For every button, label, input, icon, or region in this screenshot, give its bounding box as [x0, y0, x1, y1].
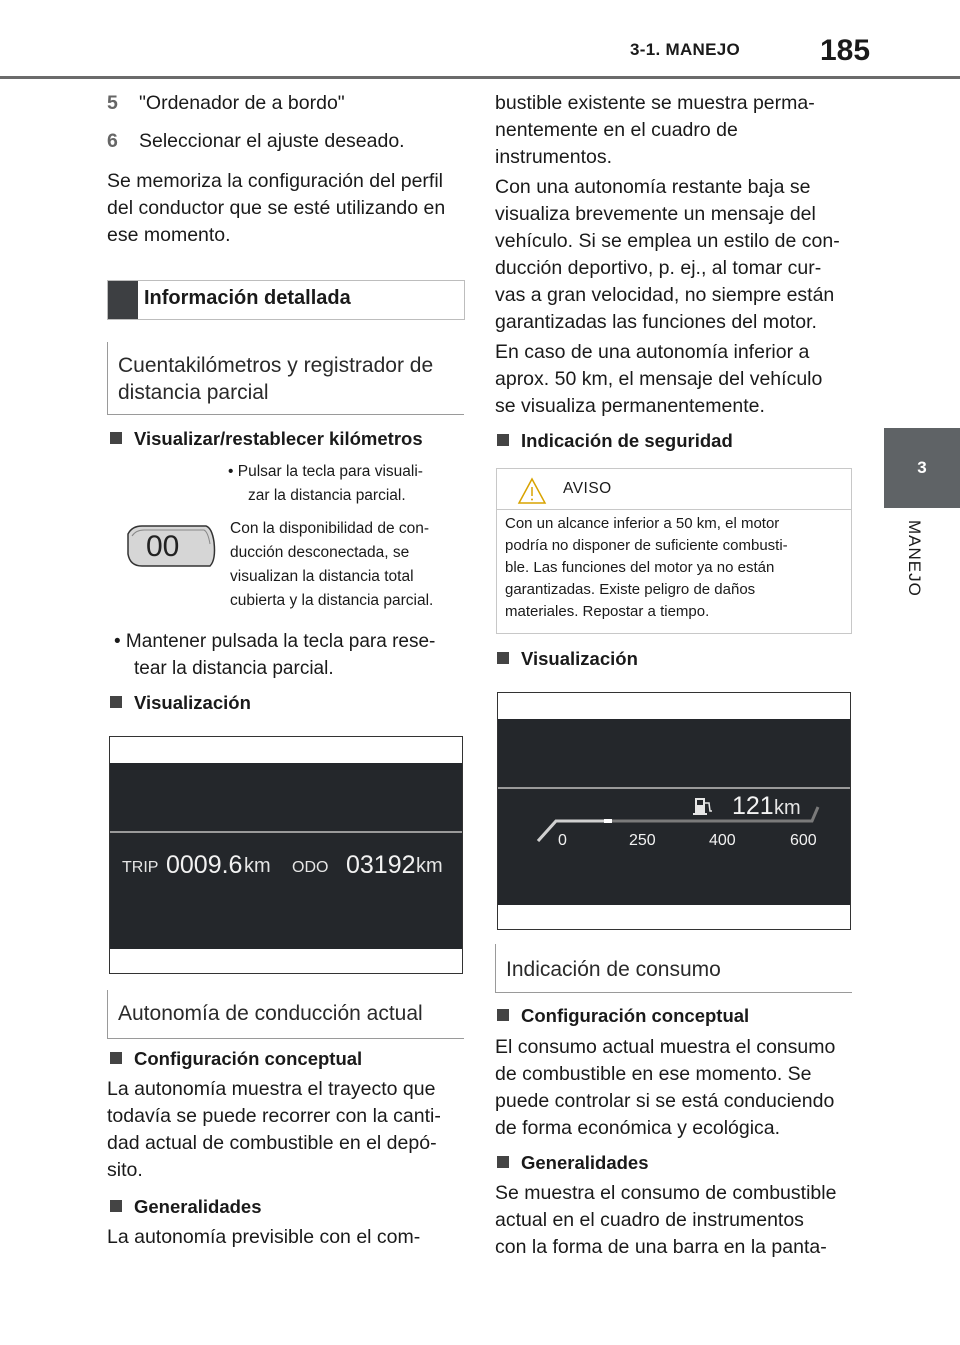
text-line: Se muestra el consumo de combustible: [495, 1182, 837, 1204]
odo-value: 03192: [346, 851, 416, 879]
warning-title: AVISO: [563, 480, 612, 497]
bullet-text: Configuración conceptual: [134, 1048, 363, 1069]
text-line: Con una autonomía restante baja se: [495, 176, 811, 198]
subheading-line: Cuentakilómetros y registrador de: [118, 354, 434, 377]
subheading-text: Indicación de consumo: [506, 958, 721, 981]
range-value: 121: [732, 792, 774, 820]
button-label: 00: [146, 530, 180, 563]
trip-value: 0009.6: [166, 851, 243, 879]
text-line: visualizan la distancia total: [230, 568, 414, 585]
subheading-consumption: [495, 944, 852, 993]
bullet-visualizar: [110, 428, 423, 450]
trip-odo-display: [109, 736, 463, 974]
bullet-text: Generalidades: [521, 1152, 649, 1173]
subheading-line: distancia parcial: [118, 381, 269, 404]
step-number: 6: [107, 130, 118, 152]
paragraph-profile: [107, 168, 467, 249]
text-line: todavía se puede recorrer con la canti-: [107, 1105, 441, 1127]
display-band-top: [498, 719, 850, 787]
subheading-odometer: [107, 342, 464, 415]
bullet-general-left: [110, 1196, 262, 1218]
text-line: de forma económica y ecológica.: [495, 1117, 781, 1139]
text-line: visualiza brevemente un mensaje del: [495, 203, 816, 225]
bullet-text: Indicación de seguridad: [521, 430, 733, 451]
subheading-autonomy: [107, 990, 464, 1039]
text-line: zar la distancia parcial.: [248, 487, 406, 504]
text-line: La autonomía muestra el trayecto que: [107, 1078, 436, 1100]
scale-tick-400: 400: [709, 832, 736, 849]
text-line: Se memoriza la configuración del perfil: [107, 170, 443, 192]
step-text: Seleccionar el ajuste deseado.: [139, 130, 405, 152]
range-display: [497, 692, 851, 930]
fuel-range-bar: [534, 801, 824, 845]
square-bullet-icon: [497, 652, 509, 664]
press-note: [228, 460, 468, 508]
scale-tick-250: 250: [629, 832, 656, 849]
text-line: con la forma de una barra en la panta-: [495, 1236, 827, 1258]
text-line: ducción desconectada, se: [230, 544, 410, 561]
bullet-text: Configuración conceptual: [521, 1005, 750, 1026]
bullet-text: Visualización: [134, 692, 251, 713]
step-number: 5: [107, 92, 118, 114]
bullet-seguridad: [497, 430, 733, 452]
subheading-text: Autonomía de conducción actual: [118, 1002, 423, 1025]
text-line: Con la disponibilidad de con-: [230, 520, 430, 537]
square-bullet-icon: [110, 1052, 122, 1064]
range-unit: km: [774, 797, 801, 819]
text-line: dad actual de combustible en el depó-: [107, 1132, 437, 1154]
text-line: • Mantener pulsada la tecla para rese-: [114, 631, 436, 652]
text-line: actual en el cuadro de instrumentos: [495, 1209, 804, 1231]
warning-header: [497, 469, 851, 510]
text-line: se visualiza permanentemente.: [495, 395, 765, 417]
step-6: [107, 128, 467, 155]
reset-button-illustration: [122, 520, 218, 572]
header-rule: [0, 76, 960, 79]
bullet-general-right: [497, 1152, 649, 1174]
text-line: sito.: [107, 1159, 143, 1181]
warning-body: [505, 513, 843, 623]
section-heading: [107, 280, 465, 320]
odo-unit: km: [416, 855, 443, 877]
text-line: aprox. 50 km, el mensaje del vehículo: [495, 368, 823, 390]
running-header-section: 3-1. MANEJO: [630, 40, 741, 59]
trip-unit: km: [244, 855, 271, 877]
paragraph-config-left: [107, 1076, 467, 1184]
text-line: ble. Las funciones del motor ya no están: [505, 559, 775, 576]
section-title: Información detallada: [144, 287, 351, 309]
step-5: [107, 90, 467, 117]
text-line: ducción deportivo, p. ej., al tomar cur-: [495, 257, 822, 279]
scale-tick-0: 0: [558, 832, 567, 849]
chapter-tab[interactable]: 3: [884, 428, 960, 508]
paragraph-low-range: [495, 174, 855, 336]
text-line: El consumo actual muestra el consumo: [495, 1036, 836, 1058]
text-line: ese momento.: [107, 224, 231, 246]
bullet-text: Visualización: [521, 648, 638, 669]
text-line: del conductor que se esté utilizando en: [107, 197, 446, 219]
paragraph-config-right: [495, 1034, 855, 1142]
bullet-visualizacion: [110, 692, 251, 714]
chapter-label: MANEJO: [905, 520, 924, 597]
text-line: La autonomía previsible con el com-: [107, 1226, 421, 1248]
square-bullet-icon: [110, 432, 122, 444]
text-line: instrumentos.: [495, 146, 613, 168]
text-line: nentemente en el cuadro de: [495, 119, 738, 141]
text-line: cubierta y la distancia parcial.: [230, 592, 434, 609]
bullet-config-right: [497, 1005, 749, 1027]
text-line: vehículo. Si se emplea un estilo de con-: [495, 230, 840, 252]
display-band-top: [110, 763, 462, 831]
square-bullet-icon: [497, 1009, 509, 1021]
bullet-config-left: [110, 1048, 362, 1070]
text-line: de combustible en ese momento. Se: [495, 1063, 812, 1085]
bullet-text: Generalidades: [134, 1196, 262, 1217]
text-line: vas a gran velocidad, no siempre están: [495, 284, 835, 306]
text-line: Con un alcance inferior a 50 km, el motor: [505, 515, 780, 532]
text-line: garantizadas. Existe peligro de daños: [505, 581, 756, 598]
page-number: 185: [820, 34, 871, 67]
text-line: En caso de una autonomía inferior a: [495, 341, 810, 363]
warning-box: [496, 468, 852, 634]
text-line: garantizadas las funciones del motor.: [495, 311, 817, 333]
paragraph-general-left: [107, 1224, 467, 1251]
scale-tick-600: 600: [790, 832, 817, 849]
hold-note: [114, 628, 474, 682]
trip-label: TRIP: [122, 859, 159, 876]
bullet-text: Visualizar/restablecer kilómetros: [134, 428, 423, 449]
section-bar: [108, 281, 138, 319]
text-line: puede controlar si se está conduciendo: [495, 1090, 835, 1112]
text-line: materiales. Repostar a tiempo.: [505, 603, 710, 620]
warning-triangle-icon: [517, 477, 547, 505]
step-text: "Ordenador de a bordo": [139, 92, 345, 114]
text-line: podría no disponer de suficiente combusti-: [505, 537, 788, 554]
square-bullet-icon: [497, 434, 509, 446]
bullet-visualizacion-right: [497, 648, 638, 670]
text-line: bustible existente se muestra perma-: [495, 92, 815, 114]
paragraph-fuel-permanent: [495, 90, 855, 171]
text-line: • Pulsar la tecla para visuali-: [228, 463, 423, 480]
ignition-note: [230, 517, 470, 613]
paragraph-general-right: [495, 1180, 855, 1261]
square-bullet-icon: [110, 1200, 122, 1212]
odo-label: ODO: [292, 859, 329, 876]
text-line: tear la distancia parcial.: [134, 658, 334, 679]
square-bullet-icon: [497, 1156, 509, 1168]
paragraph-50km: [495, 339, 855, 420]
square-bullet-icon: [110, 696, 122, 708]
